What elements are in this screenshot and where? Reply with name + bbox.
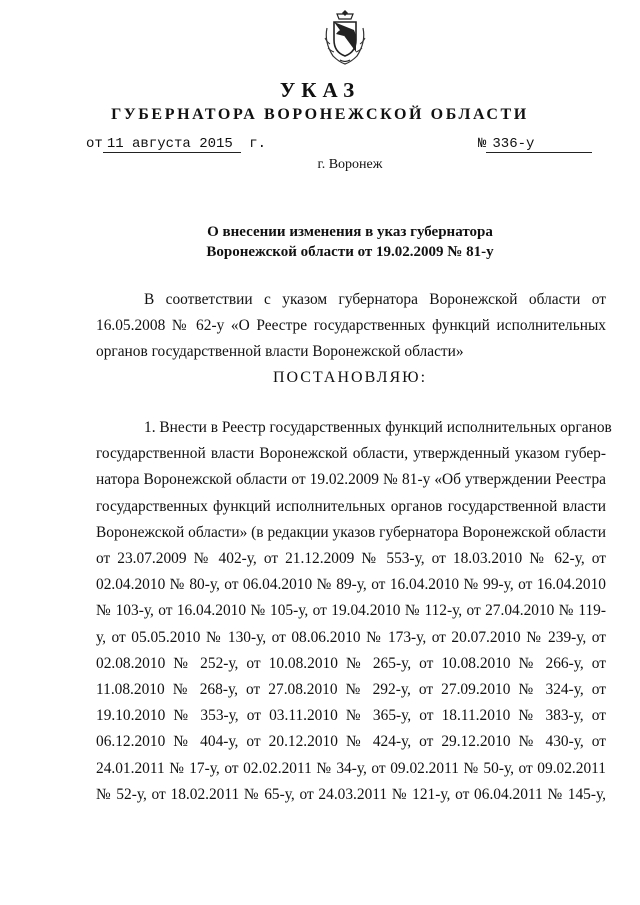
subject-line-1: О внесении изменения в указ губернатора bbox=[207, 224, 493, 240]
item-1-line: Воронежской области» (в редакции указов губернатора Воронежской области bbox=[96, 523, 606, 541]
date-prefix: от bbox=[86, 136, 103, 152]
item-1-line: № 52-у, от 18.02.2011 № 65-у, от 24.03.2011 № 121-у, от 06.04.2011 № 145-у, bbox=[96, 785, 606, 803]
subject-line-2: Воронежской области от 19.02.2009 № 81-у bbox=[206, 244, 494, 260]
preamble-line: В соответствии с указом губернатора Воронежской области от bbox=[144, 291, 606, 308]
item-1-line: 19.10.2010 № 353-у, от 03.11.2010 № 365-у, от 18.11.2010 № 383-у, от bbox=[96, 707, 606, 725]
preamble-paragraph bbox=[96, 287, 606, 366]
item-1-line: натора Воронежской области от 19.02.2009 № 81-у «Об утверждении Реестра bbox=[96, 471, 606, 489]
item-1-line: 24.01.2011 № 17-у, от 02.02.2011 № 34-у, от 09.02.2011 № 50-у, от 09.02.2011 bbox=[96, 759, 606, 777]
number-prefix: № bbox=[478, 136, 487, 152]
item-1-line: 11.08.2010 № 268-у, от 27.08.2010 № 292-у, от 27.09.2010 № 324-у, от bbox=[96, 681, 606, 699]
item-1-line: государственных функций исполнительных органов государственной власти bbox=[96, 497, 606, 515]
item-1-line: от 23.07.2009 № 402-у, от 21.12.2009 № 553-у, от 18.03.2010 № 62-у, от bbox=[96, 550, 606, 568]
decree-date bbox=[86, 136, 266, 153]
preamble-line: 16.05.2008 № 62-у «О Реестре государственных функций исполнительных bbox=[96, 317, 606, 335]
item-1-line: 06.12.2010 № 404-у, от 20.12.2010 № 424-у, от 29.12.2010 № 430-у, от bbox=[96, 733, 606, 751]
decree-title: УКАЗ bbox=[279, 78, 361, 102]
decree-subtitle: ГУБЕРНАТОРА ВОРОНЕЖСКОЙ ОБЛАСТИ bbox=[111, 106, 529, 123]
preamble-line: органов государственной власти Воронежской области» bbox=[96, 343, 464, 361]
number-value: 336-у bbox=[486, 136, 592, 153]
item-1-line: государственной власти Воронежской области, утвержденный указом губер- bbox=[96, 445, 606, 463]
item-1-line: 02.04.2010 № 80-у, от 06.04.2010 № 89-у, от 16.04.2010 № 99-у, от 16.04.2010 bbox=[96, 576, 606, 594]
item-1-line: № 103-у, от 16.04.2010 № 105-у, от 19.04.2010 № 112-у, от 27.04.2010 № 119- bbox=[96, 602, 606, 620]
item-1-paragraph bbox=[96, 415, 612, 808]
decree-subject bbox=[0, 222, 640, 262]
item-1-line: 02.08.2010 № 252-у, от 10.08.2010 № 265-у, от 10.08.2010 № 266-у, от bbox=[96, 654, 606, 672]
date-value: 11 августа 2015 bbox=[103, 136, 241, 153]
city-label: г. Воронеж bbox=[317, 157, 383, 172]
item-1-line: у, от 05.05.2010 № 130-у, от 08.06.2010 № 173-у, от 20.07.2010 № 239-у, от bbox=[96, 628, 606, 646]
coat-of-arms-emblem-icon bbox=[322, 8, 368, 66]
item-1-line: 1. Внести в Реестр государственных функций исполнительных органов bbox=[144, 419, 612, 436]
decree-word: ПОСТАНОВЛЯЮ: bbox=[272, 369, 428, 386]
decree-number bbox=[478, 136, 592, 153]
date-suffix: г. bbox=[249, 136, 267, 152]
